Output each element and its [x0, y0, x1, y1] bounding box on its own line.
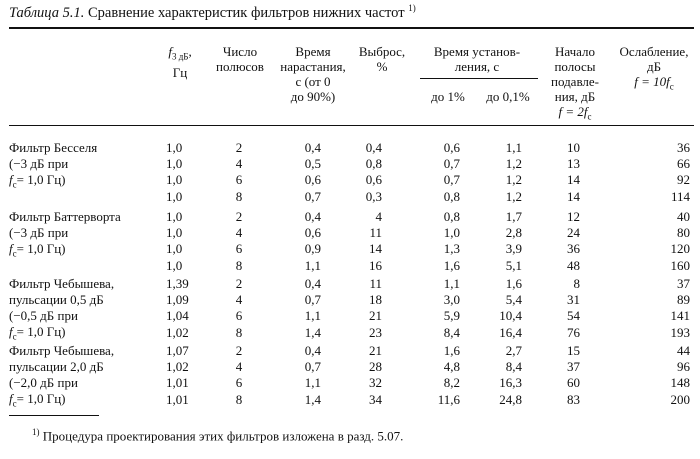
table-cell: 8,4: [443, 324, 460, 340]
table-cell: 2: [235, 276, 243, 291]
table-row: [0, 375, 700, 391]
filter-label-condition: $f_c= 1,0$ Гц): [9, 172, 66, 190]
table-cell: 23: [369, 324, 382, 340]
table-cell: 1,7: [505, 209, 522, 224]
table-cell: 21: [369, 343, 382, 358]
table-cell: 1,1: [304, 375, 321, 391]
filter-label-line: Фильтр Чебышева,: [9, 343, 115, 358]
table-cell: 54: [567, 308, 580, 324]
table-cell: 4: [375, 209, 382, 224]
table-cell: 120: [670, 241, 690, 257]
table-cell: 13: [567, 156, 580, 172]
top-rule: [9, 27, 694, 29]
table-cell: 0,4: [304, 343, 321, 358]
header-poles: Число полюсов: [216, 44, 264, 74]
table-cell: 15: [567, 343, 580, 358]
filter-label-condition: $f_c= 1,0$ Гц): [9, 241, 66, 259]
table-cell: 1,0: [166, 257, 183, 273]
table-cell: 1,0: [166, 188, 183, 204]
table-cell: 8,4: [505, 359, 522, 375]
table-row: [0, 292, 700, 308]
table-cell: 1,6: [443, 257, 460, 273]
table-caption: [9, 3, 416, 22]
table-row: [0, 172, 700, 188]
table-cell: 1,01: [166, 375, 189, 391]
table-cell: 0,6: [443, 140, 460, 155]
table-cell: 89: [677, 292, 690, 308]
table-cell: 1,01: [166, 391, 189, 407]
table-cell: 1,0: [166, 209, 183, 224]
table-cell: 1,0: [166, 241, 183, 257]
table-cell: 34: [369, 391, 382, 407]
header-rule: [9, 125, 694, 126]
table-cell: 66: [677, 156, 690, 172]
header-rise-time: Время нарастания, с (от 0 до 90%): [280, 44, 346, 104]
table-cell: 0,4: [304, 276, 321, 291]
table-cell: 16,3: [499, 375, 522, 391]
table-cell: 4: [235, 292, 243, 308]
table-cell: 1,0: [166, 172, 183, 188]
table-cell: 3,0: [443, 292, 460, 308]
table-cell: 11: [369, 225, 382, 241]
settling-subrule: [420, 78, 538, 79]
table-row: [0, 225, 700, 241]
footnote: [32, 427, 403, 444]
filter-label-line: пульсации 2,0 дБ: [9, 359, 104, 374]
table-cell: 31: [567, 292, 580, 308]
table-cell: 0,4: [304, 140, 321, 155]
header-stopband: Начало полосы подавле- ния, дБ $f = 2f_c$: [550, 44, 600, 122]
table-cell: 1,04: [166, 308, 189, 324]
table-cell: 141: [670, 308, 690, 324]
table-row: [0, 359, 700, 375]
filter-label-line: пульсации 0,5 дБ: [9, 292, 104, 307]
table-row: [0, 258, 700, 274]
table-cell: 32: [369, 375, 382, 391]
table-cell: 12: [567, 209, 580, 224]
filter-label-line: (−3 дБ при: [9, 156, 69, 171]
table-cell: 4: [235, 359, 243, 375]
table-cell: 10: [567, 140, 580, 155]
table-cell: 0,8: [365, 156, 382, 172]
table-cell: 148: [670, 375, 690, 391]
table-cell: 1,02: [166, 359, 189, 375]
table-cell: 6: [235, 241, 243, 257]
table-row: [0, 343, 700, 359]
table-cell: 83: [567, 391, 580, 407]
filter-label-line: Фильтр Бесселя: [9, 140, 98, 155]
filter-label-line: Фильтр Чебышева,: [9, 276, 115, 291]
table-cell: 1,0: [166, 225, 183, 241]
table-cell: 4: [235, 225, 243, 241]
table-cell: 2: [235, 343, 243, 358]
filter-label-line: (−0,5 дБ при: [9, 308, 78, 323]
table-cell: 1,39: [166, 276, 189, 291]
table-row: [0, 276, 700, 292]
table-cell: 1,1: [505, 140, 522, 155]
table-cell: 160: [670, 257, 690, 273]
table-cell: 0,6: [304, 172, 321, 188]
header-settle-01: до 0,1%: [486, 89, 530, 104]
table-cell: 60: [567, 375, 580, 391]
table-cell: 0,7: [304, 359, 321, 375]
table-cell: 0,4: [365, 140, 382, 155]
table-cell: 28: [369, 359, 382, 375]
table-cell: 193: [670, 324, 690, 340]
table-cell: 16,4: [499, 324, 522, 340]
table-cell: 24: [567, 225, 580, 241]
table-row: [0, 189, 700, 205]
table-cell: 96: [677, 359, 690, 375]
table-cell: 24,8: [499, 391, 522, 407]
table-cell: 11,6: [437, 391, 460, 407]
table-cell: 44: [677, 343, 690, 358]
table-cell: 6: [235, 375, 243, 391]
table-cell: 6: [235, 172, 243, 188]
table-cell: 1,0: [166, 156, 183, 172]
table-cell: 8,2: [443, 375, 460, 391]
table-cell: 16: [369, 257, 382, 273]
table-cell: 1,09: [166, 292, 189, 308]
table-cell: 6: [235, 308, 243, 324]
table-cell: 0,5: [304, 156, 321, 172]
table-row: [0, 209, 700, 225]
table-cell: 0,7: [304, 188, 321, 204]
table-row: [0, 392, 700, 408]
table-cell: 40: [677, 209, 690, 224]
table-cell: 1,2: [505, 156, 522, 172]
table-cell: 0,9: [304, 241, 321, 257]
caption-footnote-mark: 1): [408, 3, 416, 13]
table-cell: 18: [369, 292, 382, 308]
table-row: [0, 156, 700, 172]
table-cell: 1,1: [304, 257, 321, 273]
table-cell: 8: [235, 391, 243, 407]
table-cell: 5,4: [505, 292, 522, 308]
table-cell: 21: [369, 308, 382, 324]
table-cell: 1,2: [505, 172, 522, 188]
table-cell: 3,9: [505, 241, 522, 257]
table-cell: 76: [567, 324, 580, 340]
footnote-rule: [9, 415, 99, 416]
table-cell: 0,7: [443, 156, 460, 172]
table-cell: 4: [235, 156, 243, 172]
filter-label-line: (−2,0 дБ при: [9, 375, 78, 390]
table-cell: 1,0: [166, 140, 183, 155]
table-cell: 36: [567, 241, 580, 257]
table-cell: 1,3: [443, 241, 460, 257]
table-cell: 1,4: [304, 324, 321, 340]
table-title: Сравнение характеристик фильтров нижних частот: [87, 4, 405, 21]
table-cell: 1,0: [443, 225, 460, 241]
table-cell: 0,8: [443, 188, 460, 204]
table-cell: 80: [677, 225, 690, 241]
table-cell: 8: [573, 276, 580, 291]
table-row: [0, 308, 700, 324]
table-cell: 0,3: [365, 188, 382, 204]
table-cell: 1,6: [443, 343, 460, 358]
table-cell: 2,8: [505, 225, 522, 241]
table-cell: 0,7: [443, 172, 460, 188]
header-attenuation: Ослабление, дБ $f = 10f_c$: [619, 44, 689, 92]
table-cell: 92: [677, 172, 690, 188]
filter-label-line: (−3 дБ при: [9, 225, 69, 240]
filter-label-condition: $f_c= 1,0$ Гц): [9, 324, 66, 342]
table-cell: 0,7: [304, 292, 321, 308]
table-cell: 48: [567, 257, 580, 273]
table-cell: 0,8: [443, 209, 460, 224]
header-settling: Время установ- ления, с: [433, 44, 521, 74]
table-cell: 37: [677, 276, 690, 291]
filter-label-line: Фильтр Баттерворта: [9, 209, 121, 224]
table-cell: 0,6: [365, 172, 382, 188]
footnote-text: Процедура проектирования этих фильтров изложена в разд. 5.07.: [42, 428, 404, 444]
table-cell: 5,1: [505, 257, 522, 273]
table-row: [0, 241, 700, 257]
table-cell: 200: [670, 391, 690, 407]
table-cell: 2,7: [505, 343, 522, 358]
table-cell: 14: [567, 172, 580, 188]
table-cell: 2: [235, 209, 243, 224]
table-cell: 14: [369, 241, 382, 257]
table-cell: 8: [235, 324, 243, 340]
table-cell: 37: [567, 359, 580, 375]
table-cell: 1,1: [304, 308, 321, 324]
table-cell: 1,6: [505, 276, 522, 291]
table-cell: 1,4: [304, 391, 321, 407]
table-cell: 36: [677, 140, 690, 155]
table-number: Таблица 5.1.: [9, 4, 85, 21]
table-cell: 11: [369, 276, 382, 291]
table-cell: 1,2: [505, 188, 522, 204]
table-cell: 8: [235, 257, 243, 273]
table-row: [0, 325, 700, 341]
table-cell: 5,9: [443, 308, 460, 324]
table-cell: 0,4: [304, 209, 321, 224]
table-cell: 8: [235, 188, 243, 204]
table-cell: 1,02: [166, 324, 189, 340]
filter-label-condition: $f_c= 1,0$ Гц): [9, 391, 66, 409]
table-cell: 2: [235, 140, 243, 155]
header-settle-1: до 1%: [431, 89, 465, 104]
table-cell: 14: [567, 188, 580, 204]
table-row: [0, 140, 700, 156]
footnote-mark: 1): [32, 427, 40, 437]
table-cell: 10,4: [499, 308, 522, 324]
table-cell: 114: [670, 188, 690, 204]
table-cell: 1,07: [166, 343, 189, 358]
table-cell: 0,6: [304, 225, 321, 241]
table-cell: 1,1: [443, 276, 460, 291]
header-cutoff: $f_{3 дБ}$, Гц: [168, 44, 192, 80]
header-overshoot: Выброс, %: [358, 44, 406, 74]
table-cell: 4,8: [443, 359, 460, 375]
